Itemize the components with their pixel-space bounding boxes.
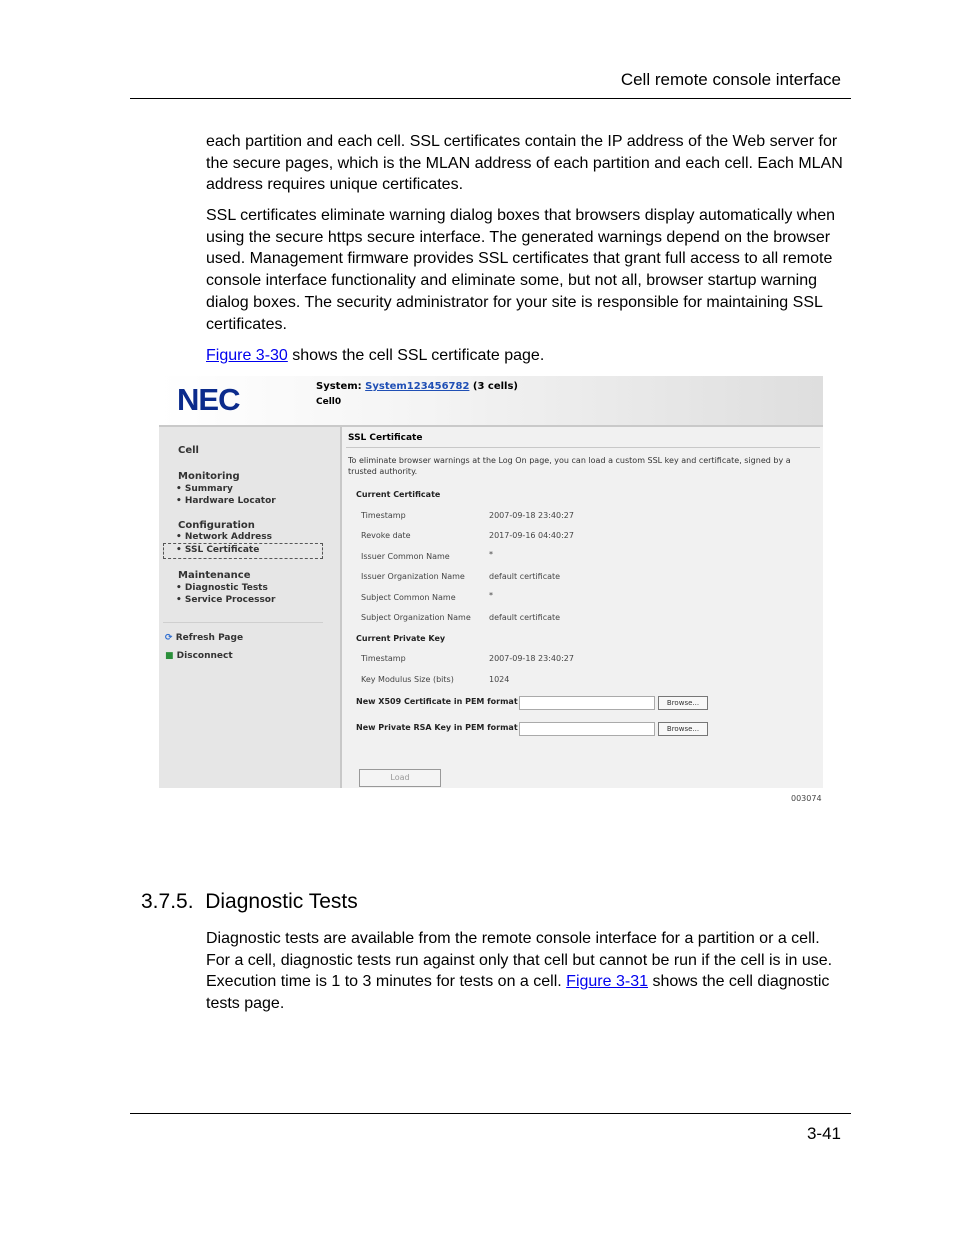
panel-title: SSL Certificate (348, 433, 423, 443)
nav-item-diagnostic-tests[interactable]: • Diagnostic Tests (176, 583, 268, 593)
system-line (316, 381, 518, 392)
system-cells: (3 cells) (472, 381, 519, 392)
cert-value: default certificate (489, 613, 561, 622)
cert-value: default certificate (489, 572, 561, 581)
rsa-browse-button[interactable]: Browse... (658, 722, 708, 736)
new-rsa-label: New Private RSA Key in PEM format (356, 723, 518, 732)
nav-item-service-processor-label: Service Processor (184, 595, 276, 605)
nav-item-summary[interactable]: • Summary (176, 484, 233, 494)
x509-browse-button[interactable]: Browse... (658, 696, 708, 710)
panel-title-rule (346, 447, 820, 448)
cert-value: * (489, 591, 493, 600)
nav-configuration: Configuration (178, 520, 255, 531)
nav-monitoring: Monitoring (178, 471, 240, 482)
key-label: Key Modulus Size (bits) (361, 675, 454, 684)
paragraph-ssl-intro: each partition and each cell. SSL certificates contain the IP address of the Web server for the secure pages, which is the MLAN address of each partition and each cell. Each MLAN address requires unique certificates. (206, 133, 843, 194)
page-header-title: Cell remote console interface (620, 70, 841, 89)
nav-sidebar (159, 427, 342, 788)
diagnostic-text-end: shows the cell diagnostic tests page. (206, 973, 830, 1013)
rsa-file-input[interactable] (519, 722, 655, 736)
current-private-key-heading: Current Private Key (356, 634, 446, 643)
figure-ref-text: shows the cell SSL certificate page. (287, 347, 545, 364)
cert-value: * (489, 550, 493, 559)
current-certificate-heading: Current Certificate (356, 490, 441, 499)
cert-value: 2007-09-18 23:40:27 (489, 511, 574, 520)
paragraph-figure-ref (206, 345, 846, 367)
nav-divider (163, 622, 323, 623)
figure-3-31-link[interactable]: Figure 3-31 (566, 973, 648, 991)
cert-label: Revoke date (361, 531, 411, 540)
nav-item-hardware-locator[interactable]: • Hardware Locator (176, 496, 276, 506)
paragraph-diagnostic-tests (206, 928, 846, 1015)
nav-item-diagnostic-tests-label: Diagnostic Tests (184, 583, 268, 593)
nec-logo: NEC (177, 382, 240, 417)
panel-description: To eliminate browser warnings at the Log On page, you can load a custom SSL key and certificate, signed by a trusted authority. (348, 456, 791, 476)
nav-disconnect[interactable] (165, 651, 233, 661)
nav-refresh-page[interactable] (165, 633, 243, 643)
footer-rule (130, 1113, 851, 1114)
cert-value: 2017-09-16 04:40:27 (489, 531, 574, 540)
nav-cell[interactable]: Cell (178, 445, 199, 456)
refresh-icon: ⟳ (165, 633, 173, 643)
nav-item-ssl-certificate-label: SSL Certificate (184, 545, 260, 555)
section-heading: 3.7.5. Diagnostic Tests (141, 890, 358, 913)
x509-file-input[interactable] (519, 696, 655, 710)
nav-item-ssl-certificate[interactable]: • SSL Certificate (176, 545, 260, 555)
key-label: Timestamp (361, 654, 406, 663)
nav-item-summary-label: Summary (184, 484, 233, 494)
nav-item-network-address[interactable]: • Network Address (176, 532, 272, 542)
key-value: 2007-09-18 23:40:27 (489, 654, 574, 663)
nav-maintenance: Maintenance (178, 570, 251, 581)
cell-name: Cell0 (316, 397, 342, 407)
load-button[interactable]: Load (359, 769, 441, 787)
cert-label: Timestamp (361, 511, 406, 520)
figure-id: 003074 (791, 794, 822, 803)
nav-item-network-address-label: Network Address (184, 532, 272, 542)
nav-item-service-processor[interactable]: • Service Processor (176, 595, 276, 605)
nav-item-hardware-locator-label: Hardware Locator (184, 496, 276, 506)
cert-label: Subject Organization Name (361, 613, 471, 622)
ssl-certificate-figure (159, 376, 823, 788)
cert-label: Issuer Organization Name (361, 572, 465, 581)
figure-3-30-link[interactable]: Figure 3-30 (206, 347, 288, 364)
system-label: System: (316, 381, 362, 392)
nav-disconnect-label: Disconnect (176, 651, 233, 661)
main-panel (342, 427, 823, 788)
figure-top-banner (159, 376, 823, 425)
diagnostic-text: Diagnostic tests are available from the remote console interface for a partition or a cell. For a cell, diagnostic tests run against only that cell but cannot be run if the cell is in use. Execution time is 1 to 3 minutes for tests on a cell. (206, 930, 833, 991)
paragraph-ssl-warnings: SSL certificates eliminate warning dialog boxes that browsers display automatically when using the secure https secure interface. The generated warnings depend on the browser used. Management firmware provides SSL certificates that grant full access to all remote console interface functionality and eliminate some, but not all, browser startup warning dialog boxes. The security administrator for your site is responsible for maintaining SSL certificates. (206, 207, 836, 333)
key-value: 1024 (489, 675, 510, 684)
cert-label: Subject Common Name (361, 593, 456, 602)
system-name-link[interactable]: System123456782 (365, 381, 470, 392)
page-number: 3-41 (806, 1124, 841, 1143)
new-x509-label: New X509 Certificate in PEM format (356, 697, 518, 706)
header-rule (130, 98, 851, 99)
nav-refresh-page-label: Refresh Page (175, 633, 244, 643)
disconnect-icon: ■ (165, 651, 174, 661)
cert-label: Issuer Common Name (361, 552, 450, 561)
